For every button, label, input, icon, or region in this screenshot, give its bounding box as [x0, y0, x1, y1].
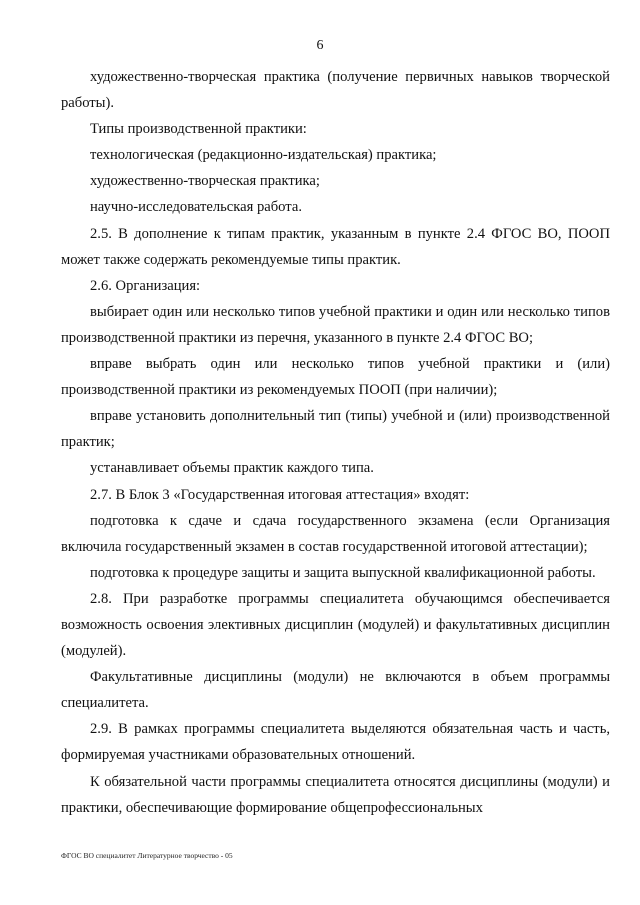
- paragraph: 2.5. В дополнение к типам практик, указанным в пункте 2.4 ФГОС ВО, ПООП может также содержать рекомендуемые типы практик.: [61, 225, 610, 268]
- paragraph: художественно-творческая практика;: [90, 173, 320, 190]
- paragraph: вправе выбрать один или несколько типов учебной практики и (или) производственной практики из рекомендуемых ПООП (при наличии);: [61, 356, 610, 399]
- paragraph: технологическая (редакционно-издательская) практика;: [90, 147, 437, 164]
- paragraph: вправе установить дополнительный тип (типы) учебной и (или) производственной практик;: [61, 408, 610, 451]
- paragraph: Факультативные дисциплины (модули) не включаются в объем программы специалитета.: [61, 669, 610, 712]
- paragraph: устанавливает объемы практик каждого типа.: [90, 460, 374, 477]
- paragraph: 2.8. При разработке программы специалитета обучающимся обеспечивается возможность освоения элективных дисциплин (модулей) и факультативных дисциплин (модулей).: [61, 590, 610, 660]
- paragraph: научно-исследовательская работа.: [90, 199, 302, 216]
- page-footer: ФГОС ВО специалитет Литературное творчество - 05: [61, 851, 233, 860]
- paragraph: подготовка к процедуре защиты и защита выпускной квалификационной работы.: [90, 564, 596, 581]
- paragraph: выбирает один или несколько типов учебной практики и один или несколько типов производственной практики из перечня, указанного в пункте 2.4 ФГОС ВО;: [61, 303, 610, 346]
- paragraph: 2.9. В рамках программы специалитета выделяются обязательная часть и часть, формируемая участниками образовательных отношений.: [61, 721, 610, 764]
- paragraph: художественно-творческая практика (получение первичных навыков творческой работы).: [61, 69, 610, 112]
- paragraph: 2.7. В Блок 3 «Государственная итоговая аттестация» входят:: [90, 486, 470, 503]
- paragraph: К обязательной части программы специалитета относятся дисциплины (модули) и практики, обеспечивающие формирование общепрофессиональных: [61, 773, 610, 816]
- page-number: 6: [316, 38, 324, 53]
- document-body: [61, 64, 610, 821]
- paragraph: Типы производственной практики:: [90, 121, 307, 138]
- paragraph: 2.6. Организация:: [90, 277, 201, 294]
- paragraph: подготовка к сдаче и сдача государственного экзамена (если Организация включила государственный экзамен в состав государственной итоговой аттестации);: [61, 512, 610, 555]
